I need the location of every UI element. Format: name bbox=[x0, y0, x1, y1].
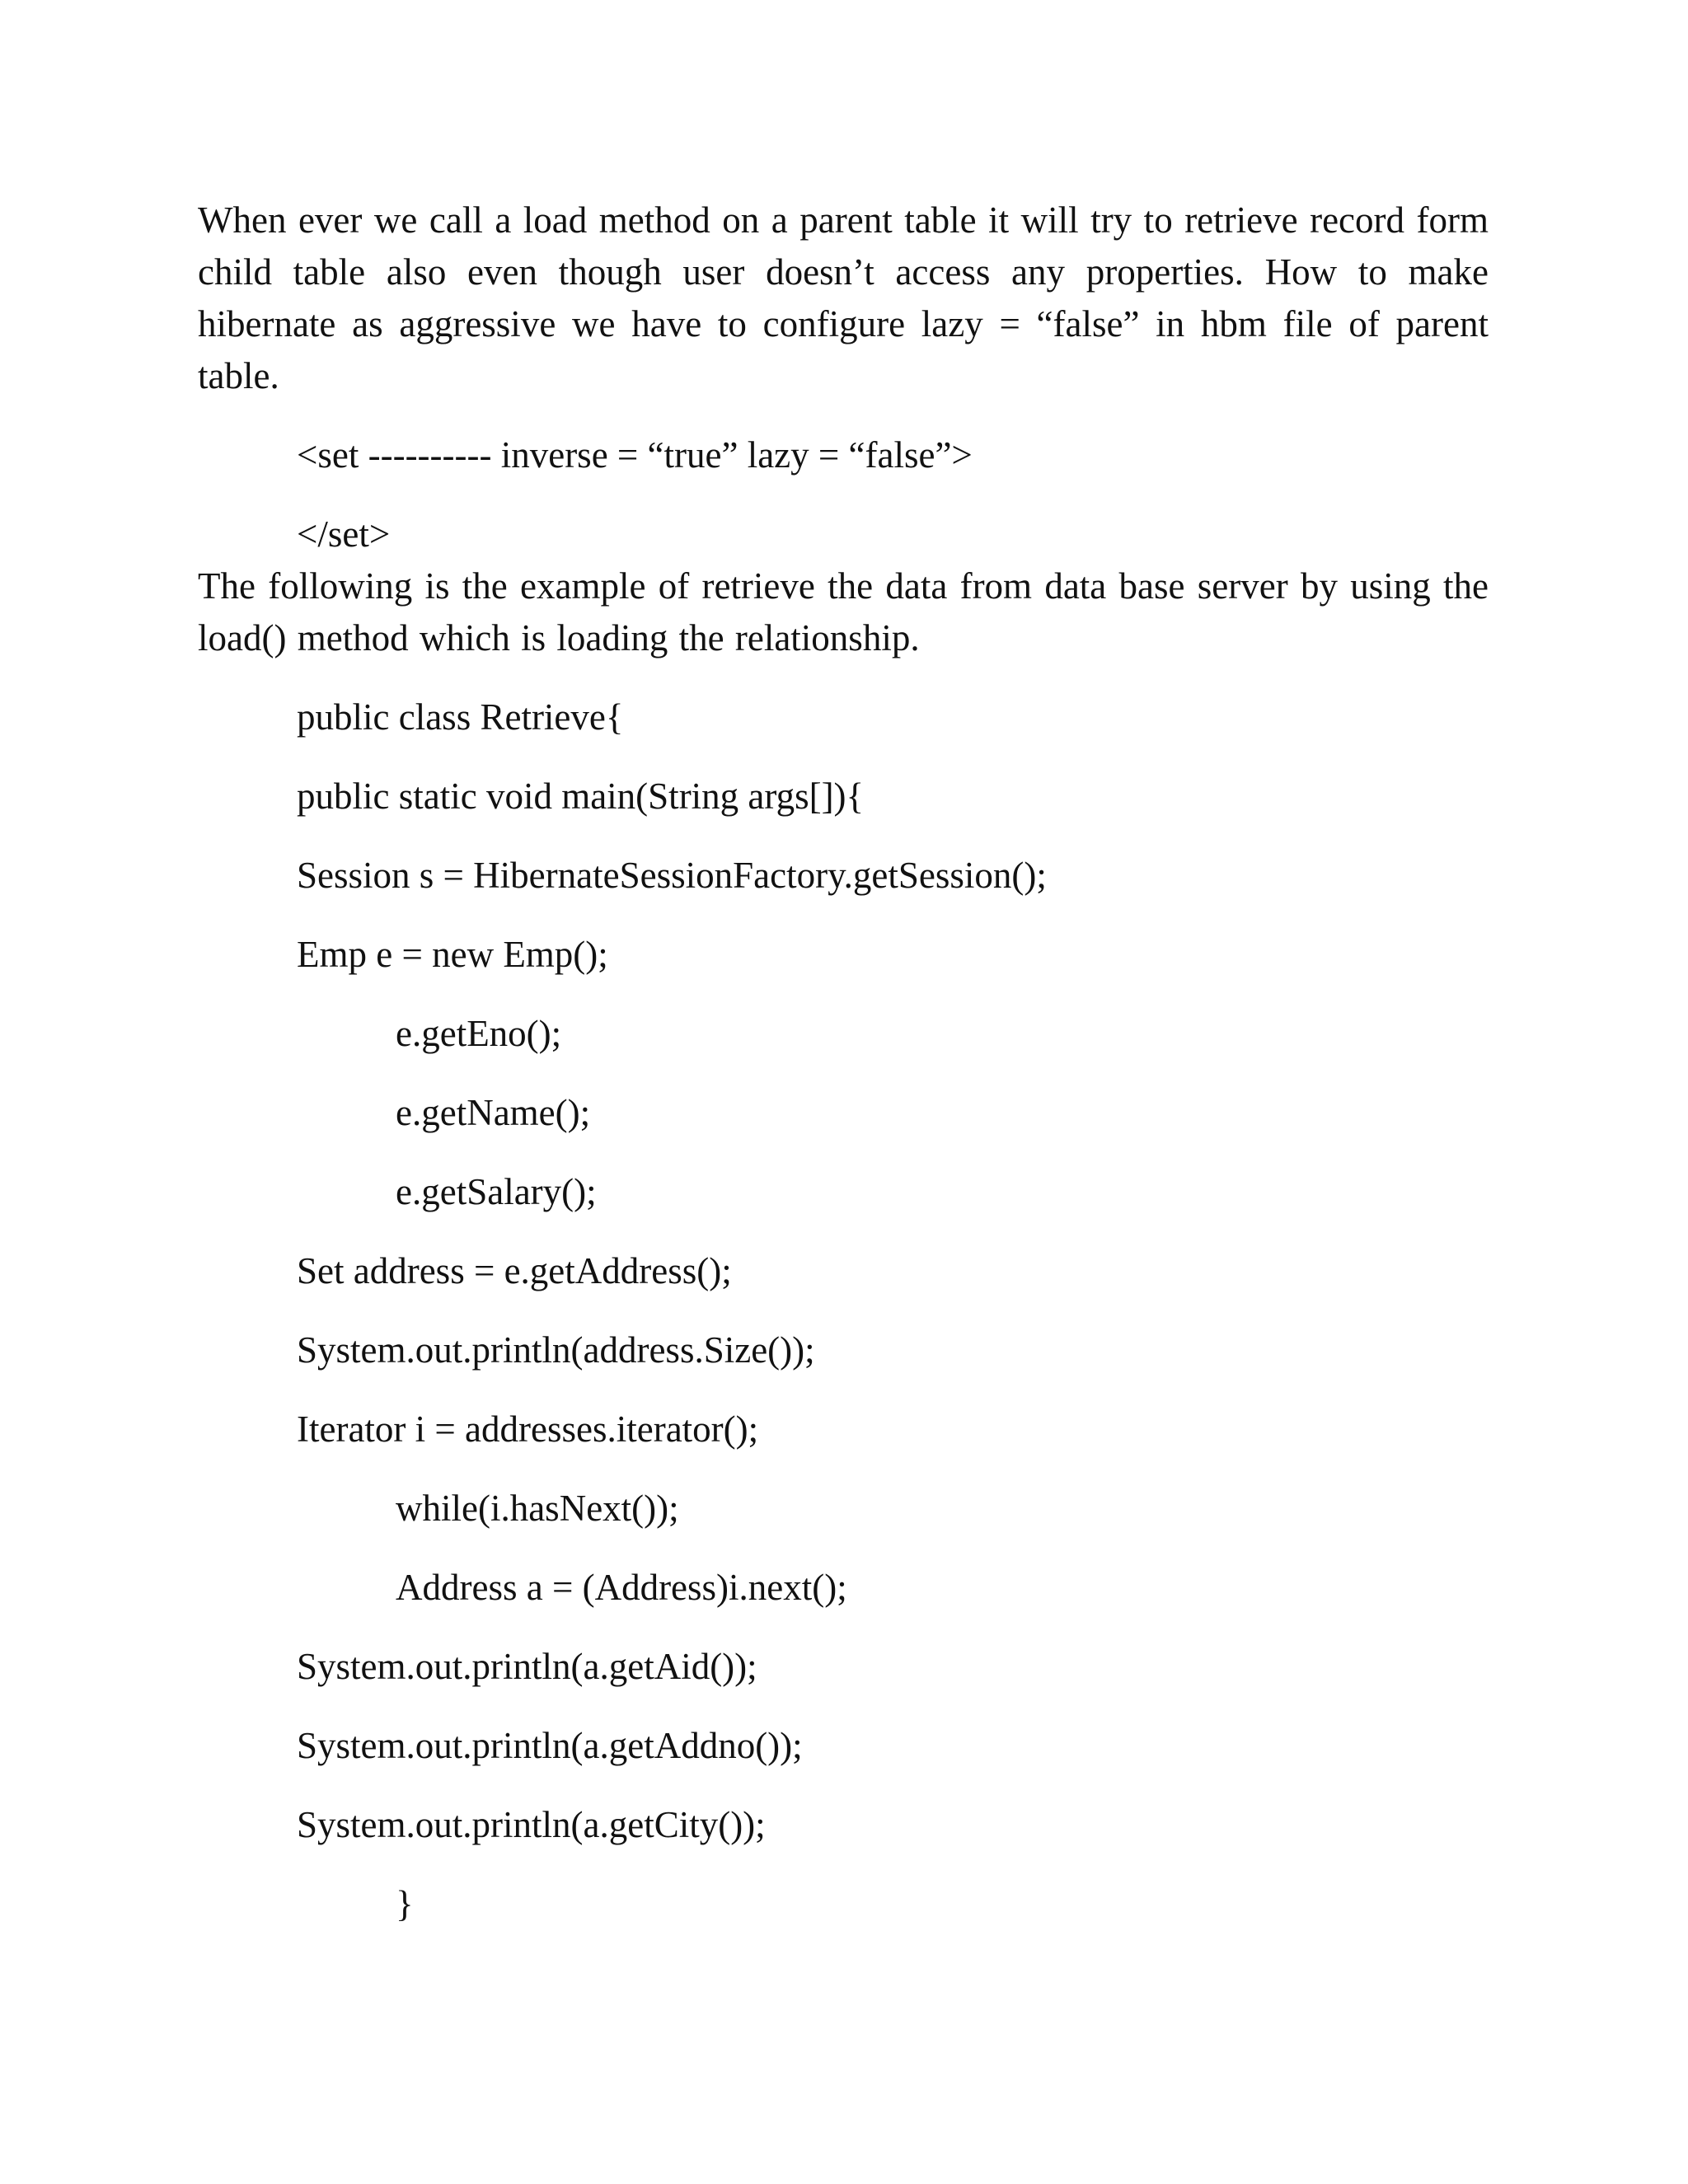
example-paragraph: The following is the example of retrieve the data from data base server by using the load() method which is loading the relationship. bbox=[198, 565, 1489, 658]
code-line: public static void main(String args[]){ bbox=[297, 776, 865, 817]
code-line: e.getSalary(); bbox=[396, 1171, 597, 1212]
code-line: Address a = (Address)i.next(); bbox=[396, 1567, 847, 1608]
config-line: <set ---------- inverse = “true” lazy = “false”> bbox=[297, 434, 973, 476]
code-line: } bbox=[396, 1883, 414, 1924]
code-line: Set address = e.getAddress(); bbox=[297, 1250, 732, 1291]
code-line: System.out.println(a.getAddno()); bbox=[297, 1725, 803, 1766]
code-line: e.getEno(); bbox=[396, 1013, 562, 1054]
code-line: System.out.println(a.getCity()); bbox=[297, 1804, 766, 1845]
code-line: while(i.hasNext()); bbox=[396, 1488, 679, 1529]
code-line: Iterator i = addresses.iterator(); bbox=[297, 1408, 759, 1450]
code-line: System.out.println(a.getAid()); bbox=[297, 1646, 757, 1687]
config-snippet bbox=[198, 429, 1489, 560]
intro-paragraph: When ever we call a load method on a parent table it will try to retrieve record form child table also even though user doesn’t access any properties. How to make hibernate as aggressive we have to configure lazy = “false” in hbm file of parent table. bbox=[198, 199, 1489, 396]
code-snippet bbox=[198, 691, 1489, 1930]
code-line: Session s = HibernateSessionFactory.getSession(); bbox=[297, 855, 1047, 896]
code-line: e.getName(); bbox=[396, 1092, 591, 1133]
page-content bbox=[198, 194, 1489, 1930]
config-line: </set> bbox=[297, 513, 391, 555]
code-line: System.out.println(address.Size()); bbox=[297, 1329, 815, 1371]
code-line: public class Retrieve{ bbox=[297, 696, 624, 738]
code-line: Emp e = new Emp(); bbox=[297, 934, 608, 975]
